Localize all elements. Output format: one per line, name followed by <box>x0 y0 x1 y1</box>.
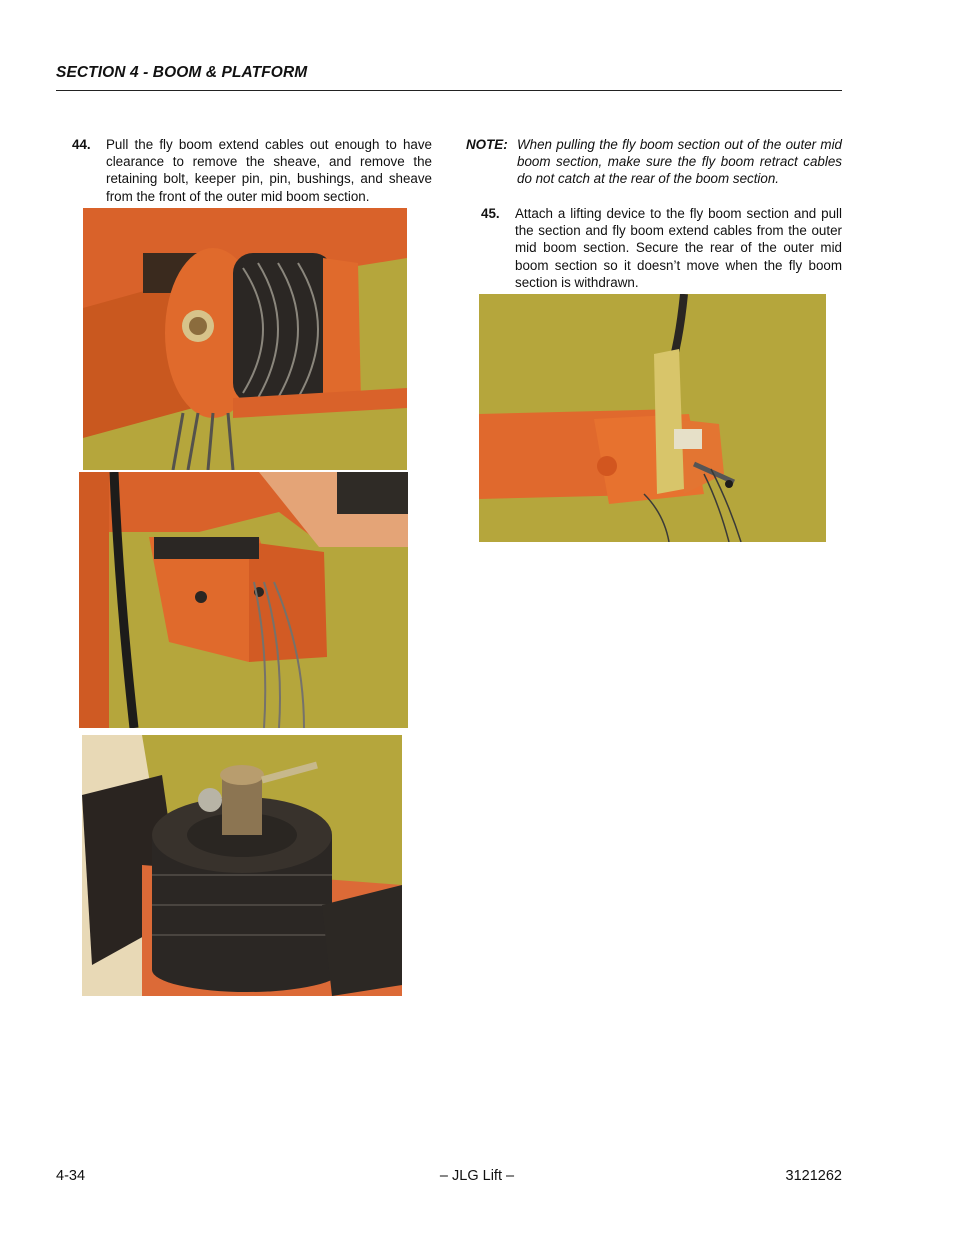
step-number: 45. <box>481 206 500 221</box>
step-number: 44. <box>72 137 91 152</box>
step-text: Attach a lifting device to the fly boom section and pull the section and fly boom extend cables from the outer mid boom section. Secure the rear of the outer mid boom section so it doesn’t move when the fly boom section is withdrawn. <box>515 206 842 290</box>
step-text: Pull the fly boom extend cables out enough to have clearance to remove the sheave, and remove the retaining bolt, keeper pin, pin, bushings, and sheave from the front of the outer mid boom section. <box>106 137 432 204</box>
step-44 <box>72 136 432 205</box>
document-number: 3121262 <box>785 1168 842 1184</box>
footer-center-text: – JLG Lift – <box>439 1168 515 1184</box>
photo-fly-boom-lifted <box>479 294 826 542</box>
page-number: 4-34 <box>56 1168 86 1184</box>
section-title: SECTION 4 - BOOM & PLATFORM <box>56 64 308 81</box>
step-45 <box>481 205 842 291</box>
photo-sheave-bracket <box>79 472 408 728</box>
photo-sheave-side-view <box>83 208 407 470</box>
page-header <box>56 64 842 91</box>
note-label: NOTE: <box>466 137 508 152</box>
photo-sheave-stack <box>82 735 402 996</box>
note-text: When pulling the fly boom section out of the outer mid boom section, make sure the fly boom retract cables do not catch at the rear of the boom section. <box>517 137 842 187</box>
